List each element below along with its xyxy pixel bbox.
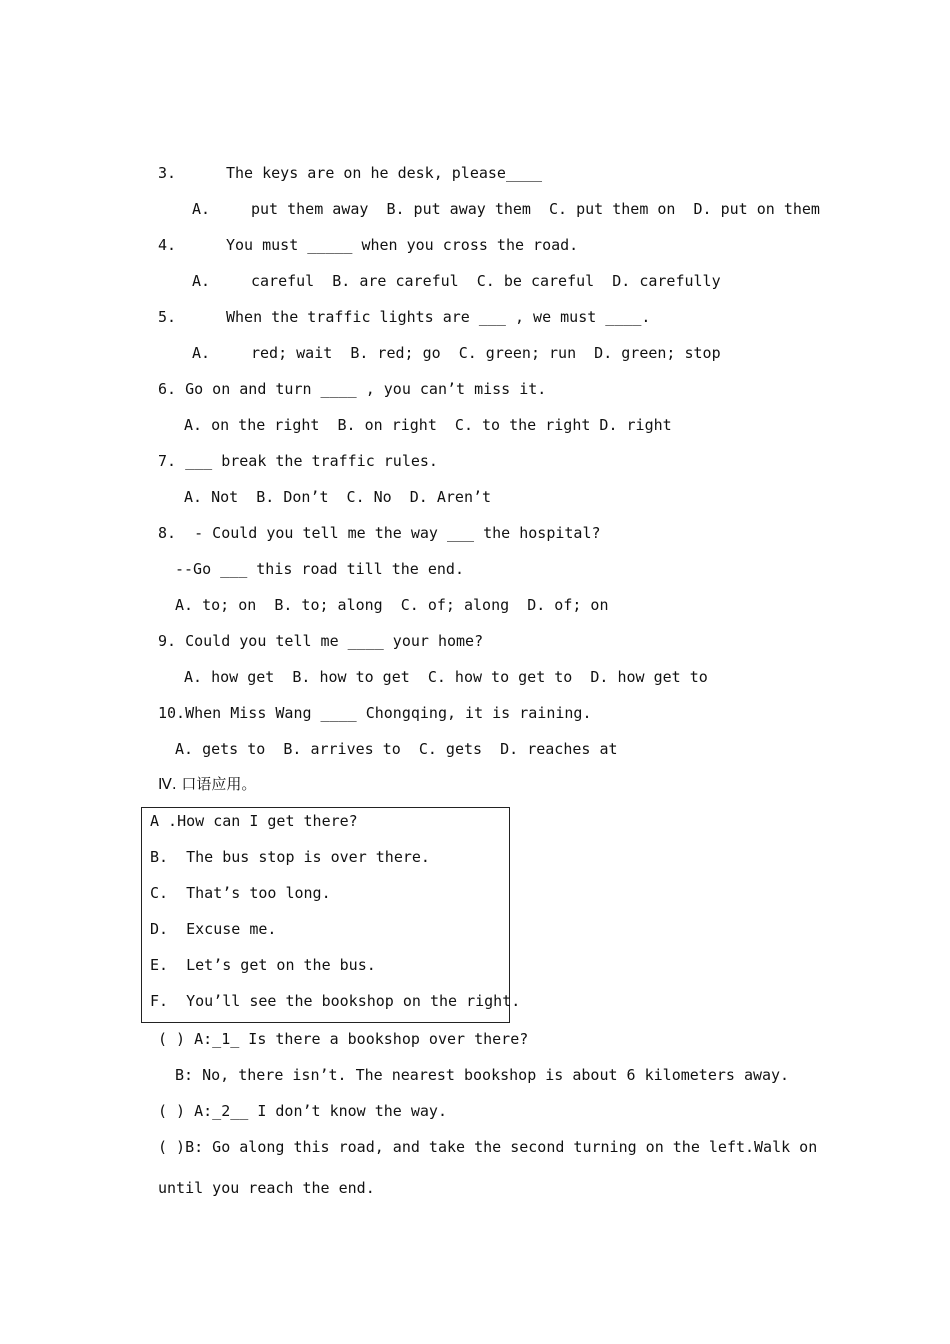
question-stem: 6. Go on and turn ____ , you can’t miss it. [158, 380, 547, 398]
section-title: Ⅳ. 口语应用。 [158, 775, 257, 793]
box-option: F. You’ll see the bookshop on the right. [150, 992, 521, 1010]
box-option: A .How can I get there? [150, 812, 358, 830]
dialogue-line: ( )B: Go along this road, and take the second turning on the left.Walk on [158, 1138, 818, 1156]
question-options: A. how get B. how to get C. how to get to D. how get to [184, 668, 708, 686]
question-options: A. to; on B. to; along C. of; along D. of; on [175, 596, 609, 614]
option-label: A. [192, 344, 211, 362]
question-options: careful B. are careful C. be careful D. carefully [251, 272, 721, 290]
box-option: C. That’s too long. [150, 884, 331, 902]
question-stem: 10.When Miss Wang ____ Chongqing, it is raining. [158, 704, 592, 722]
option-label: A. [192, 200, 211, 218]
dialogue-line: ( ) A:_1_ Is there a bookshop over there? [158, 1030, 529, 1048]
box-option: E. Let’s get on the bus. [150, 956, 376, 974]
dialogue-line: until you reach the end. [158, 1179, 375, 1197]
question-number: 4. [158, 236, 177, 254]
box-option: B. The bus stop is over there. [150, 848, 430, 866]
question-stem: When the traffic lights are ___ , we must ____. [226, 308, 651, 326]
question-options: A. on the right B. on right C. to the right D. right [184, 416, 672, 434]
question-stem: 8. - Could you tell me the way ___ the hospital? [158, 524, 601, 542]
question-stem-reply: --Go ___ this road till the end. [175, 560, 464, 578]
question-options: red; wait B. red; go C. green; run D. green; stop [251, 344, 721, 362]
question-stem: You must _____ when you cross the road. [226, 236, 579, 254]
question-stem: 9. Could you tell me ____ your home? [158, 632, 484, 650]
question-stem: 7. ___ break the traffic rules. [158, 452, 438, 470]
question-stem: The keys are on he desk, please____ [226, 164, 543, 182]
dialogue-line: ( ) A:_2__ I don’t know the way. [158, 1102, 447, 1120]
box-option: D. Excuse me. [150, 920, 277, 938]
question-options: A. Not B. Don’t C. No D. Aren’t [184, 488, 492, 506]
question-options: put them away B. put away them C. put them on D. put on them [251, 200, 820, 218]
question-number: 3. [158, 164, 177, 182]
option-label: A. [192, 272, 211, 290]
dialogue-line: B: No, there isn’t. The nearest bookshop is about 6 kilometers away. [175, 1066, 790, 1084]
question-number: 5. [158, 308, 177, 326]
question-options: A. gets to B. arrives to C. gets D. reaches at [175, 740, 618, 758]
